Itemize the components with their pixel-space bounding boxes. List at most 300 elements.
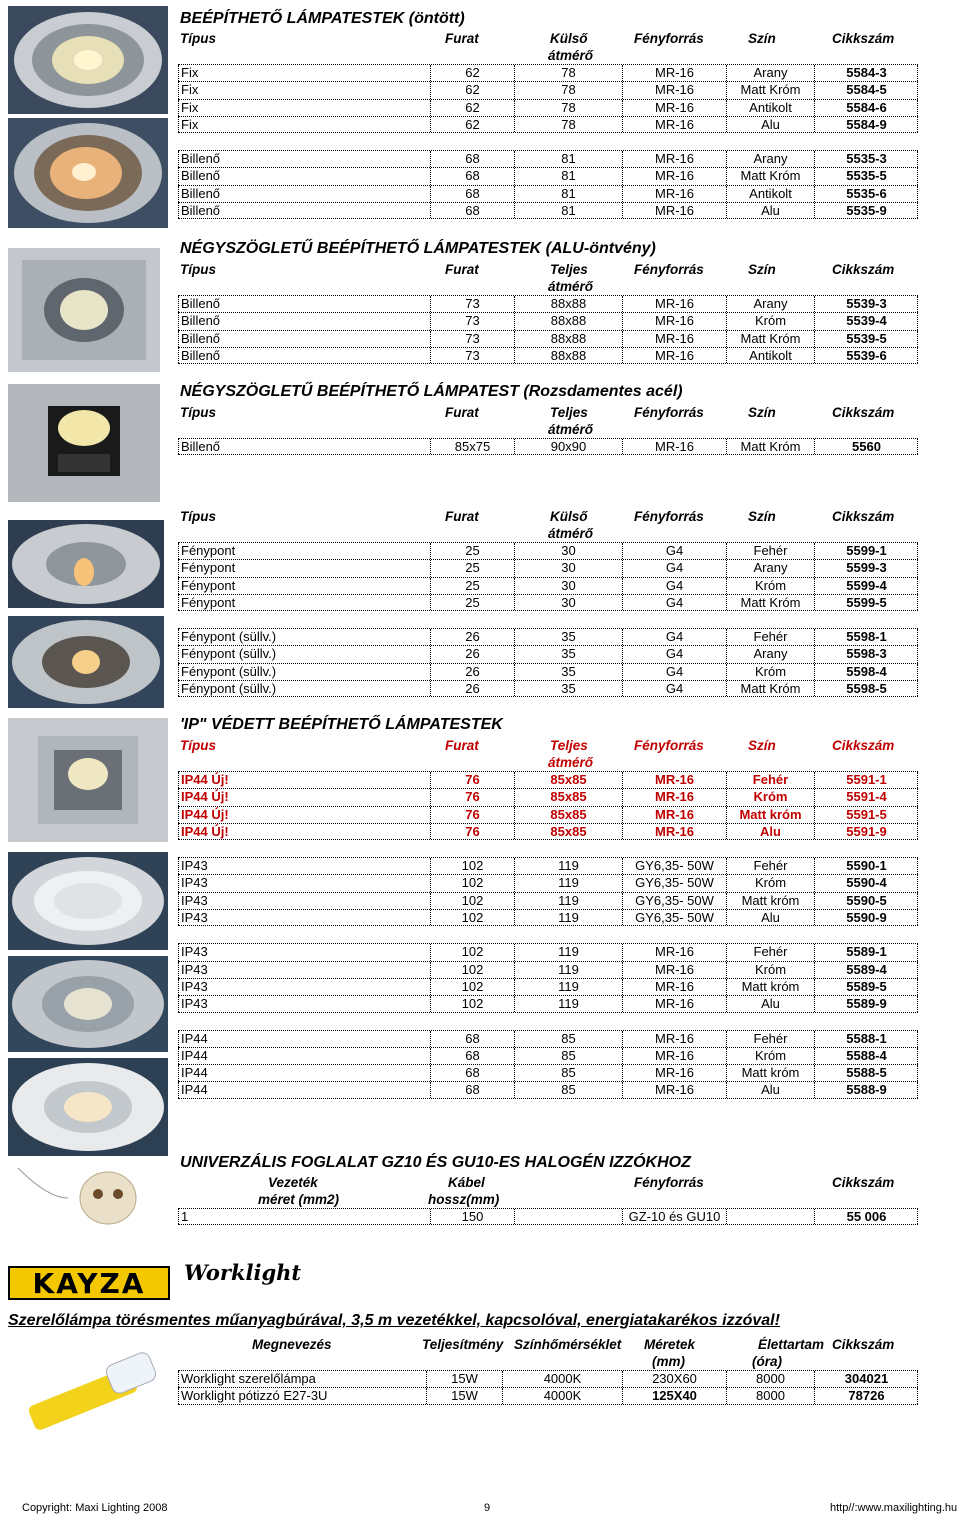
table-cell: MR-16: [622, 979, 726, 995]
table-row: [178, 1370, 918, 1387]
table-cell: MR-16: [622, 772, 726, 788]
table-cell: 81: [514, 168, 622, 184]
table-cell: 26: [430, 646, 514, 662]
ip44-mr16-downlight-photo: [8, 1058, 168, 1156]
table-cell: 5591-1: [814, 772, 918, 788]
column-header-sub: átmérő: [548, 279, 594, 294]
table-cell: 68: [430, 168, 514, 184]
row-group: [178, 771, 918, 840]
table-cell: Fix: [178, 82, 430, 98]
table-cell: MR-16: [622, 962, 726, 978]
table-cell: 5584-6: [814, 100, 918, 116]
column-header: Típus: [180, 262, 216, 277]
table-cell: 119: [514, 875, 622, 891]
table-row: [178, 1047, 918, 1064]
row-group: [178, 628, 918, 697]
table-cell: 78: [514, 117, 622, 132]
table-cell: 85: [514, 1031, 622, 1047]
table-cell: Billenő: [178, 296, 430, 312]
table-cell: 62: [430, 82, 514, 98]
row-edge: [917, 1082, 918, 1097]
column-header-sub: hossz(mm): [428, 1192, 500, 1207]
table-cell: Matt Króm: [726, 681, 814, 696]
row-edge: [917, 186, 918, 202]
table-cell: Matt króm: [726, 807, 814, 823]
column-header: Cikkszám: [832, 262, 895, 277]
table-cell: 230X60: [622, 1371, 726, 1387]
table-cell: 5599-1: [814, 543, 918, 559]
table-cell: MR-16: [622, 807, 726, 823]
table-cell: GY6,35- 50W: [622, 858, 726, 874]
table-cell: IP44 Új!: [178, 772, 430, 788]
table-cell: [726, 1209, 814, 1224]
table-cell: 5584-3: [814, 65, 918, 81]
table-cell: 35: [514, 646, 622, 662]
table-cell: G4: [622, 646, 726, 662]
row-edge: [917, 578, 918, 594]
table-cell: 68: [430, 151, 514, 167]
column-header: Fényforrás: [634, 509, 704, 524]
row-edge: [917, 65, 918, 81]
ip44-square-downlight-photo: [8, 718, 168, 842]
table-row: [178, 1081, 918, 1098]
ip43-mr16-downlight-photo: [8, 956, 168, 1052]
column-header: Szín: [748, 405, 776, 420]
table-cell: 35: [514, 664, 622, 680]
table-cell: IP43: [178, 944, 430, 960]
table-cell: MR-16: [622, 168, 726, 184]
table-cell: 5535-5: [814, 168, 918, 184]
column-header: Teljes: [550, 262, 588, 277]
row-edge: [917, 117, 918, 132]
table-cell: Fehér: [726, 944, 814, 960]
table-cell: 76: [430, 789, 514, 805]
row-edge: [917, 348, 918, 363]
row-edge: [917, 910, 918, 925]
table-cell: Fénypont (süllv.): [178, 681, 430, 696]
spotlight-photo: [8, 520, 164, 608]
row-edge: [917, 439, 918, 454]
table-cell: G4: [622, 543, 726, 559]
table-cell: 5598-5: [814, 681, 918, 696]
table-cell: Alu: [726, 824, 814, 839]
table-cell: Billenő: [178, 203, 430, 218]
square-alu-downlight-photo: [8, 248, 160, 372]
worklight-table: [178, 1336, 918, 1405]
table-row: [178, 628, 918, 645]
table-row: [178, 99, 918, 116]
table-row: [178, 823, 918, 840]
table-cell: GY6,35- 50W: [622, 893, 726, 909]
column-header: Furat: [445, 738, 479, 753]
table-cell: 76: [430, 807, 514, 823]
table-cell: MR-16: [622, 1048, 726, 1064]
table-cell: Fénypont: [178, 560, 430, 576]
table-cell: 30: [514, 543, 622, 559]
table-row: [178, 995, 918, 1012]
table-cell: 25: [430, 578, 514, 594]
table-row: [178, 594, 918, 611]
row-edge: [917, 168, 918, 184]
table-cell: 5599-4: [814, 578, 918, 594]
table-cell: 5599-5: [814, 595, 918, 610]
column-header: Cikkszám: [832, 405, 895, 420]
row-edge: [917, 893, 918, 909]
column-header: Furat: [445, 509, 479, 524]
table-row: [178, 663, 918, 680]
table-row: [178, 295, 918, 312]
table-cell: Fénypont (süllv.): [178, 664, 430, 680]
section-title: NÉGYSZÖGLETŰ BEÉPÍTHETŐ LÁMPATESTEK (ALU-öntvény): [180, 240, 656, 257]
table-cell: 5539-3: [814, 296, 918, 312]
table-cell: 119: [514, 962, 622, 978]
kayza-logo: KAYZA: [8, 1266, 170, 1300]
row-edge: [917, 313, 918, 329]
table-cell: Matt króm: [726, 979, 814, 995]
row-edge: [917, 1065, 918, 1081]
table-cell: 85x85: [514, 824, 622, 839]
row-edge: [917, 944, 918, 960]
table-cell: Króm: [726, 875, 814, 891]
column-header-sub: átmérő: [548, 526, 594, 541]
table-row: [178, 892, 918, 909]
table-cell: IP44: [178, 1031, 430, 1047]
row-edge: [917, 1209, 918, 1224]
table-cell: 88x88: [514, 296, 622, 312]
column-header-sub: átmérő: [548, 422, 594, 437]
table-cell: 119: [514, 996, 622, 1011]
table-cell: 5535-6: [814, 186, 918, 202]
table-cell: MR-16: [622, 348, 726, 363]
table-row: [178, 1387, 918, 1404]
row-edge: [917, 1388, 918, 1403]
table-row: [178, 771, 918, 788]
product-table: [178, 30, 918, 236]
section-title: 'IP" VÉDETT BEÉPÍTHETŐ LÁMPATESTEK: [180, 716, 503, 733]
column-header: Fényforrás: [634, 738, 704, 753]
table-cell: 125X40: [622, 1388, 726, 1403]
table-cell: 26: [430, 629, 514, 645]
column-header: Fényforrás: [634, 405, 704, 420]
table-cell: IP44: [178, 1065, 430, 1081]
table-cell: Alu: [726, 117, 814, 132]
table-cell: 8000: [726, 1371, 814, 1387]
table-cell: Króm: [726, 578, 814, 594]
table-cell: 5539-4: [814, 313, 918, 329]
table-cell: MR-16: [622, 65, 726, 81]
column-header: Színhőmérséklet: [514, 1337, 622, 1352]
table-cell: 25: [430, 595, 514, 610]
table-cell: Arany: [726, 65, 814, 81]
table-cell: 68: [430, 1031, 514, 1047]
table-cell: GY6,35- 50W: [622, 910, 726, 925]
column-header: Típus: [180, 509, 216, 524]
column-header-sub: méret (mm2): [258, 1192, 340, 1207]
table-cell: IP43: [178, 962, 430, 978]
column-header: Cikkszám: [832, 31, 895, 46]
table-cell: 5590-4: [814, 875, 918, 891]
table-cell: Króm: [726, 313, 814, 329]
table-cell: Matt Króm: [726, 82, 814, 98]
table-cell: Billenő: [178, 331, 430, 347]
table-cell: 119: [514, 979, 622, 995]
column-header: Fényforrás: [634, 31, 704, 46]
table-cell: 68: [430, 186, 514, 202]
table-cell: 68: [430, 1065, 514, 1081]
row-group: [178, 857, 918, 926]
table-cell: 5591-4: [814, 789, 918, 805]
table-cell: 8000: [726, 1388, 814, 1403]
table-row: [178, 559, 918, 576]
row-edge: [917, 807, 918, 823]
table-cell: Billenő: [178, 313, 430, 329]
table-cell: Matt króm: [726, 1065, 814, 1081]
table-cell: 26: [430, 664, 514, 680]
table-header: [178, 1174, 918, 1208]
table-cell: Billenő: [178, 439, 430, 454]
row-edge: [917, 664, 918, 680]
table-cell: Matt Króm: [726, 331, 814, 347]
table-row: [178, 542, 918, 559]
table-cell: Matt króm: [726, 893, 814, 909]
table-cell: Arany: [726, 151, 814, 167]
table-header: [178, 1336, 918, 1370]
table-row: [178, 312, 918, 329]
column-header: Szín: [748, 738, 776, 753]
table-cell: Fehér: [726, 1031, 814, 1047]
column-header-sub: (mm): [652, 1354, 685, 1369]
product-table: [178, 737, 918, 1116]
table-cell: 25: [430, 560, 514, 576]
recessed-spotlight-photo: [8, 616, 164, 708]
table-row: [178, 857, 918, 874]
row-group: [178, 943, 918, 1012]
row-edge: [917, 1031, 918, 1047]
column-header: Élettartam: [758, 1337, 825, 1352]
table-cell: 304021: [814, 1371, 918, 1387]
table-cell: 119: [514, 858, 622, 874]
table-cell: MR-16: [622, 944, 726, 960]
table-row: [178, 577, 918, 594]
table-cell: 102: [430, 910, 514, 925]
table-cell: 85: [514, 1065, 622, 1081]
table-cell: MR-16: [622, 824, 726, 839]
table-cell: 81: [514, 203, 622, 218]
table-cell: MR-16: [622, 331, 726, 347]
section-title: BEÉPÍTHETŐ LÁMPATESTEK (öntött): [180, 10, 465, 27]
table-cell: G4: [622, 578, 726, 594]
row-group: [178, 64, 918, 133]
row-edge: [917, 82, 918, 98]
row-group: [178, 1030, 918, 1099]
table-cell: Fénypont (süllv.): [178, 629, 430, 645]
table-cell: Alu: [726, 910, 814, 925]
row-edge: [917, 772, 918, 788]
table-cell: Matt Króm: [726, 439, 814, 454]
table-row: [178, 330, 918, 347]
table-cell: 88x88: [514, 313, 622, 329]
table-cell: MR-16: [622, 313, 726, 329]
column-header: Cikkszám: [832, 1337, 895, 1352]
row-edge: [917, 979, 918, 995]
table-row: [178, 788, 918, 805]
table-cell: Antikolt: [726, 348, 814, 363]
table-row: [178, 909, 918, 926]
table-header: [178, 737, 918, 771]
table-cell: MR-16: [622, 186, 726, 202]
table-cell: 76: [430, 772, 514, 788]
page-number: 9: [484, 1502, 491, 1514]
table-cell: 5589-5: [814, 979, 918, 995]
tilting-downlight-photo: [8, 118, 168, 228]
table-cell: Arany: [726, 560, 814, 576]
row-edge: [917, 875, 918, 891]
table-cell: 62: [430, 100, 514, 116]
table-cell: MR-16: [622, 996, 726, 1011]
table-cell: 5589-9: [814, 996, 918, 1011]
table-cell: 5590-5: [814, 893, 918, 909]
row-group: [178, 438, 918, 455]
row-edge: [917, 789, 918, 805]
column-header: Teljesítmény: [422, 1337, 504, 1352]
table-cell: 102: [430, 858, 514, 874]
website-link[interactable]: http//:www.maxilighting.hu: [830, 1502, 958, 1514]
table-cell: 73: [430, 313, 514, 329]
table-cell: IP44: [178, 1048, 430, 1064]
table-cell: 88x88: [514, 331, 622, 347]
table-cell: 62: [430, 65, 514, 81]
table-cell: IP44: [178, 1082, 430, 1097]
column-header-sub: (óra): [752, 1354, 782, 1369]
row-edge: [917, 1371, 918, 1387]
table-row: [178, 1208, 918, 1225]
table-cell: 62: [430, 117, 514, 132]
table-cell: Arany: [726, 646, 814, 662]
table-cell: Arany: [726, 296, 814, 312]
worklight-brand: Worklight: [184, 1260, 302, 1285]
column-header: Megnevezés: [252, 1337, 332, 1352]
table-cell: 102: [430, 962, 514, 978]
table-cell: [514, 1209, 622, 1224]
column-header: Fényforrás: [634, 262, 704, 277]
table-cell: 5535-9: [814, 203, 918, 218]
table-cell: 88x88: [514, 348, 622, 363]
table-cell: Billenő: [178, 168, 430, 184]
column-header: Szín: [748, 509, 776, 524]
table-cell: Fix: [178, 117, 430, 132]
column-header: Külső: [550, 509, 588, 524]
row-edge: [917, 681, 918, 696]
table-cell: 5590-1: [814, 858, 918, 874]
table-cell: 90x90: [514, 439, 622, 454]
row-edge: [917, 858, 918, 874]
worklight-photo: [8, 1336, 168, 1436]
column-header: Fényforrás: [634, 1175, 704, 1190]
table-cell: 81: [514, 186, 622, 202]
column-header: Cikkszám: [832, 509, 895, 524]
column-header: Típus: [180, 738, 216, 753]
table-row: [178, 874, 918, 891]
table-cell: 85x85: [514, 789, 622, 805]
table-cell: IP43: [178, 875, 430, 891]
table-cell: 5588-9: [814, 1082, 918, 1097]
table-cell: Matt Króm: [726, 168, 814, 184]
row-edge: [917, 996, 918, 1011]
row-group: [178, 1208, 918, 1225]
column-header: Furat: [445, 262, 479, 277]
table-cell: 102: [430, 996, 514, 1011]
row-edge: [917, 151, 918, 167]
table-row: [178, 150, 918, 167]
table-cell: 5535-3: [814, 151, 918, 167]
column-header: Szín: [748, 31, 776, 46]
table-cell: 4000K: [502, 1371, 622, 1387]
table-row: [178, 64, 918, 81]
table-cell: IP44 Új!: [178, 824, 430, 839]
table-cell: 5588-1: [814, 1031, 918, 1047]
column-header: Furat: [445, 31, 479, 46]
table-row: [178, 1030, 918, 1047]
table-cell: MR-16: [622, 82, 726, 98]
table-cell: 102: [430, 875, 514, 891]
table-cell: 119: [514, 944, 622, 960]
table-cell: 102: [430, 979, 514, 995]
table-row: [178, 645, 918, 662]
table-cell: Billenő: [178, 151, 430, 167]
table-cell: 5584-9: [814, 117, 918, 132]
table-cell: IP44 Új!: [178, 807, 430, 823]
table-cell: 119: [514, 910, 622, 925]
table-cell: 4000K: [502, 1388, 622, 1403]
table-cell: Alu: [726, 1082, 814, 1097]
table-cell: MR-16: [622, 439, 726, 454]
table-cell: 102: [430, 893, 514, 909]
column-header: Típus: [180, 405, 216, 420]
table-cell: 78: [514, 100, 622, 116]
table-cell: Fehér: [726, 858, 814, 874]
row-edge: [917, 646, 918, 662]
table-cell: 5599-3: [814, 560, 918, 576]
row-group: [178, 1370, 918, 1405]
table-row: [178, 202, 918, 219]
table-cell: MR-16: [622, 117, 726, 132]
row-edge: [917, 543, 918, 559]
table-header: [178, 404, 918, 438]
table-cell: G4: [622, 664, 726, 680]
table-cell: Króm: [726, 664, 814, 680]
table-cell: 15W: [426, 1371, 502, 1387]
table-cell: Fénypont: [178, 595, 430, 610]
table-cell: GZ-10 és GU10: [622, 1209, 726, 1224]
column-header: Cikkszám: [832, 1175, 895, 1190]
row-edge: [917, 100, 918, 116]
table-cell: 30: [514, 595, 622, 610]
table-cell: 1: [178, 1209, 430, 1224]
table-row: [178, 116, 918, 133]
table-header: [178, 30, 918, 64]
table-cell: 119: [514, 893, 622, 909]
table-cell: Fénypont: [178, 578, 430, 594]
product-table: [178, 508, 918, 714]
row-edge: [917, 1048, 918, 1064]
table-cell: 35: [514, 681, 622, 696]
table-cell: 5539-6: [814, 348, 918, 363]
table-cell: 5560: [814, 439, 918, 454]
table-cell: G4: [622, 629, 726, 645]
row-edge: [917, 962, 918, 978]
table-cell: MR-16: [622, 1031, 726, 1047]
copyright: Copyright: Maxi Lighting 2008: [22, 1502, 168, 1514]
